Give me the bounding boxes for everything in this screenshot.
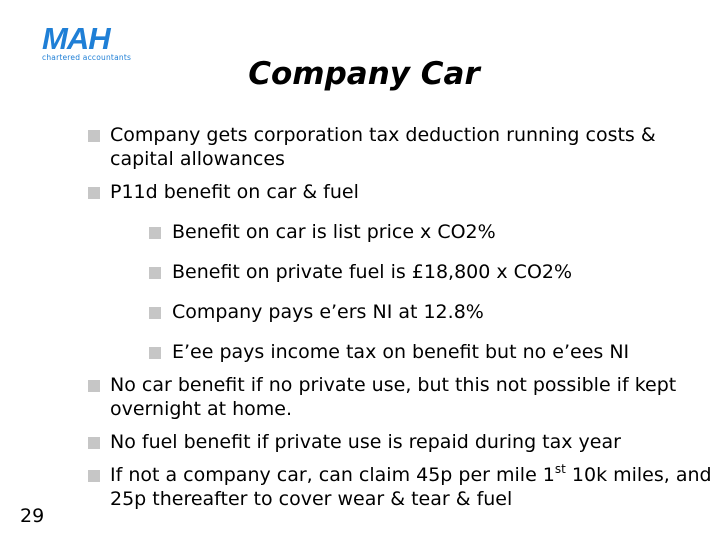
- bullet-square-icon: [149, 307, 161, 319]
- bullet-square-icon: [88, 470, 100, 482]
- logo-subtitle: chartered accountants: [42, 53, 132, 62]
- bullet-item: [88, 430, 718, 454]
- bullet-square-icon: [149, 227, 161, 239]
- bullet-text: [110, 461, 712, 510]
- bullet-text: P11d benefit on car & fuel: [110, 181, 359, 203]
- bullet-text: E’ee pays income tax on benefit but no e’ees NI: [172, 341, 630, 363]
- bullet-item: [88, 123, 718, 171]
- bullet-text-part: 10k miles, and 25p thereafter to cover wear & tear & fuel: [110, 464, 712, 510]
- slide-title: Company Car: [248, 56, 480, 92]
- sub-bullet-item: [88, 340, 718, 364]
- bullet-square-icon: [88, 437, 100, 449]
- bullet-item: [88, 373, 718, 421]
- sub-bullet-item: [88, 260, 718, 284]
- bullet-square-icon: [88, 130, 100, 142]
- sub-bullet-item: [88, 220, 718, 244]
- logo-mark: MAH: [42, 21, 110, 56]
- bullet-text: Company gets corporation tax deduction running costs & capital allowances: [110, 124, 656, 170]
- bullet-text-part: If not a company car, can claim 45p per mile 1: [110, 464, 555, 486]
- bullet-square-icon: [88, 380, 100, 392]
- bullet-text: Benefit on private fuel is £18,800 x CO2%: [172, 261, 573, 283]
- bullet-square-icon: [149, 267, 161, 279]
- bullet-square-icon: [149, 347, 161, 359]
- bullet-text: Company pays e’ers NI at 12.8%: [172, 301, 484, 323]
- sub-bullet-item: [88, 300, 718, 324]
- bullet-item: [88, 463, 718, 511]
- bullet-text: No fuel benefit if private use is repaid during tax year: [110, 431, 621, 453]
- page-number: 29: [20, 505, 45, 527]
- bullet-text: No car benefit if no private use, but this not possible if kept overnight at home.: [110, 374, 677, 420]
- bullet-list: [88, 123, 718, 511]
- bullet-text: Benefit on car is list price x CO2%: [172, 221, 496, 243]
- bullet-square-icon: [88, 187, 100, 199]
- bullet-item: [88, 180, 718, 204]
- ordinal-superscript: st: [554, 461, 566, 476]
